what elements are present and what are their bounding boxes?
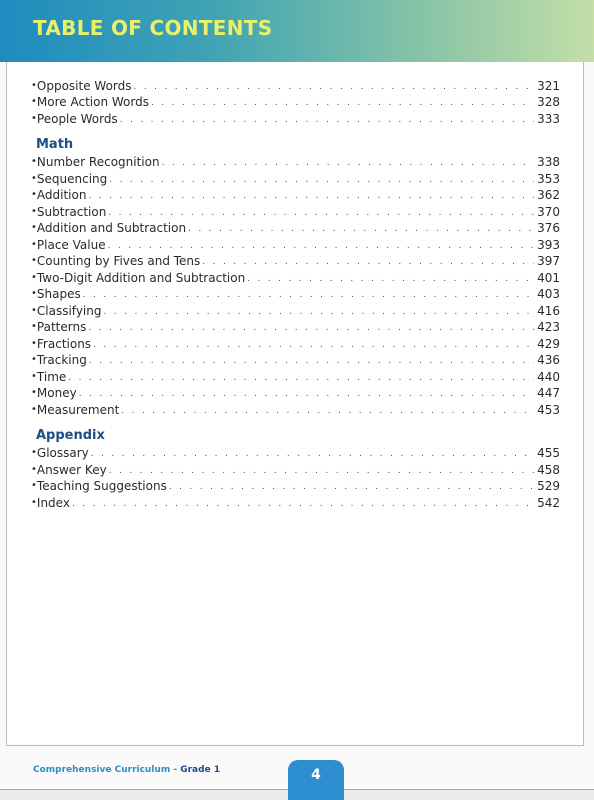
entry-title: Subtraction <box>36 204 107 219</box>
bullet-icon: • <box>31 447 37 458</box>
entry-page-number: 542 <box>537 495 560 510</box>
entry-page-number: 447 <box>537 386 560 400</box>
entry-page-number: 423 <box>537 320 560 334</box>
bullet-icon: • <box>31 403 37 415</box>
footer-grade: Grade 1 <box>180 765 221 775</box>
toc-entry <box>31 253 560 270</box>
entry-page-number: 393 <box>537 237 560 252</box>
dot-leader <box>200 255 534 269</box>
dot-leader <box>119 404 534 418</box>
entry-page-number: 436 <box>537 353 560 367</box>
entry-title: Place Value <box>36 237 106 252</box>
entry-title: Time <box>36 369 67 384</box>
dot-leader <box>101 305 534 319</box>
entry-title: Fractions <box>36 336 92 351</box>
section-heading: Math <box>36 136 74 152</box>
footer-separator: - <box>173 765 178 775</box>
bullet-icon: • <box>31 96 37 107</box>
entry-title: People Words <box>36 111 118 126</box>
bullet-icon: • <box>31 238 37 250</box>
entry-title: More Action Words <box>36 95 149 109</box>
toc-entry <box>31 110 560 127</box>
entry-title: Addition and Subtraction <box>36 221 187 235</box>
entry-page-number: 416 <box>537 303 560 318</box>
toc-entry <box>31 352 560 369</box>
entry-title: Shapes <box>36 287 81 301</box>
bullet-icon: • <box>31 189 37 200</box>
toc-entry <box>31 478 560 495</box>
entry-page-number: 370 <box>537 204 560 219</box>
entry-title: Money <box>36 386 77 400</box>
entry-title: Opposite Words <box>36 78 132 93</box>
bullet-icon: • <box>31 271 37 283</box>
dot-leader <box>118 113 534 127</box>
dot-leader <box>86 189 534 203</box>
bullet-icon: • <box>31 304 37 316</box>
entry-page-number: 333 <box>537 111 560 126</box>
dot-leader <box>86 321 534 335</box>
table-of-contents <box>31 77 560 520</box>
bullet-icon: • <box>31 387 37 398</box>
bullet-icon: • <box>31 205 37 217</box>
dot-leader <box>106 206 534 220</box>
entry-title: Measurement <box>36 402 120 417</box>
dot-leader <box>107 173 534 187</box>
entry-title: Sequencing <box>36 171 108 186</box>
dot-leader <box>160 156 534 170</box>
toc-entry <box>31 401 560 418</box>
dot-leader <box>167 480 534 494</box>
toc-entry <box>31 302 560 319</box>
toc-entry <box>31 170 560 187</box>
footer-book-name: Comprehensive Curriculum <box>33 765 171 775</box>
bullet-icon: • <box>31 112 37 124</box>
bullet-icon: • <box>31 321 37 332</box>
bullet-icon: • <box>31 255 37 266</box>
entry-title: Tracking <box>36 353 87 367</box>
dot-leader <box>106 239 534 253</box>
entry-page-number: 338 <box>537 155 560 169</box>
dot-leader <box>70 497 534 511</box>
dot-leader <box>245 272 534 286</box>
entry-title: Index <box>36 495 70 510</box>
toc-entry <box>31 236 560 253</box>
entry-page-number: 455 <box>537 446 560 460</box>
entry-page-number: 321 <box>537 78 560 93</box>
bullet-icon: • <box>31 172 37 184</box>
entry-page-number: 397 <box>537 254 560 268</box>
entry-page-number: 362 <box>537 188 560 202</box>
entry-page-number: 458 <box>537 462 560 477</box>
header-banner <box>0 0 594 62</box>
entry-page-number: 529 <box>537 479 560 493</box>
dot-leader <box>87 354 534 368</box>
toc-entry <box>31 94 560 111</box>
entry-page-number: 453 <box>537 402 560 417</box>
toc-entry <box>31 319 560 336</box>
entry-title: Number Recognition <box>36 155 160 169</box>
dot-leader <box>107 464 534 478</box>
toc-entry <box>31 154 560 171</box>
page-title: TABLE OF CONTENTS <box>33 16 273 40</box>
bullet-icon: • <box>31 337 37 349</box>
toc-entry <box>31 461 560 478</box>
dot-leader <box>89 447 534 461</box>
entry-title: Glossary <box>36 446 89 460</box>
toc-section <box>31 427 560 511</box>
toc-section <box>31 136 560 418</box>
bullet-icon: • <box>31 463 37 475</box>
entry-title: Counting by Fives and Tens <box>36 254 201 268</box>
page-number: 4 <box>311 767 321 783</box>
entry-title: Classifying <box>36 303 102 318</box>
entry-page-number: 429 <box>537 336 560 351</box>
bullet-icon: • <box>31 288 37 299</box>
entry-title: Two-Digit Addition and Subtraction <box>36 270 246 285</box>
toc-entry <box>31 286 560 303</box>
dot-leader <box>149 96 534 110</box>
toc-entry <box>31 385 560 402</box>
entry-page-number: 353 <box>537 171 560 186</box>
dot-leader <box>91 338 534 352</box>
toc-entry <box>31 220 560 237</box>
toc-entry <box>31 203 560 220</box>
footer-book-title <box>33 765 220 775</box>
section-heading: Appendix <box>36 427 105 443</box>
toc-entry <box>31 77 560 94</box>
bullet-icon: • <box>31 79 37 91</box>
page-number-tab <box>288 760 344 800</box>
entry-title: Addition <box>36 188 87 202</box>
dot-leader <box>66 371 534 385</box>
toc-entry <box>31 368 560 385</box>
bullet-icon: • <box>31 480 37 491</box>
entry-page-number: 328 <box>537 95 560 109</box>
toc-entry <box>31 494 560 511</box>
dot-leader <box>81 288 534 302</box>
dot-leader <box>132 80 534 94</box>
bullet-icon: • <box>31 222 37 233</box>
entry-page-number: 401 <box>537 270 560 285</box>
bullet-icon: • <box>31 496 37 508</box>
toc-entry <box>31 445 560 462</box>
dot-leader <box>77 387 534 401</box>
bullet-icon: • <box>31 370 37 382</box>
bullet-icon: • <box>31 354 37 365</box>
toc-entry <box>31 335 560 352</box>
entry-page-number: 403 <box>537 287 560 301</box>
dot-leader <box>186 222 534 236</box>
toc-entry <box>31 187 560 204</box>
entry-title: Answer Key <box>36 462 107 477</box>
entry-title: Patterns <box>36 320 87 334</box>
entry-page-number: 440 <box>537 369 560 384</box>
entry-title: Teaching Suggestions <box>36 479 167 493</box>
bullet-icon: • <box>31 156 37 167</box>
toc-entry <box>31 269 560 286</box>
toc-section <box>31 77 560 127</box>
entry-page-number: 376 <box>537 221 560 235</box>
